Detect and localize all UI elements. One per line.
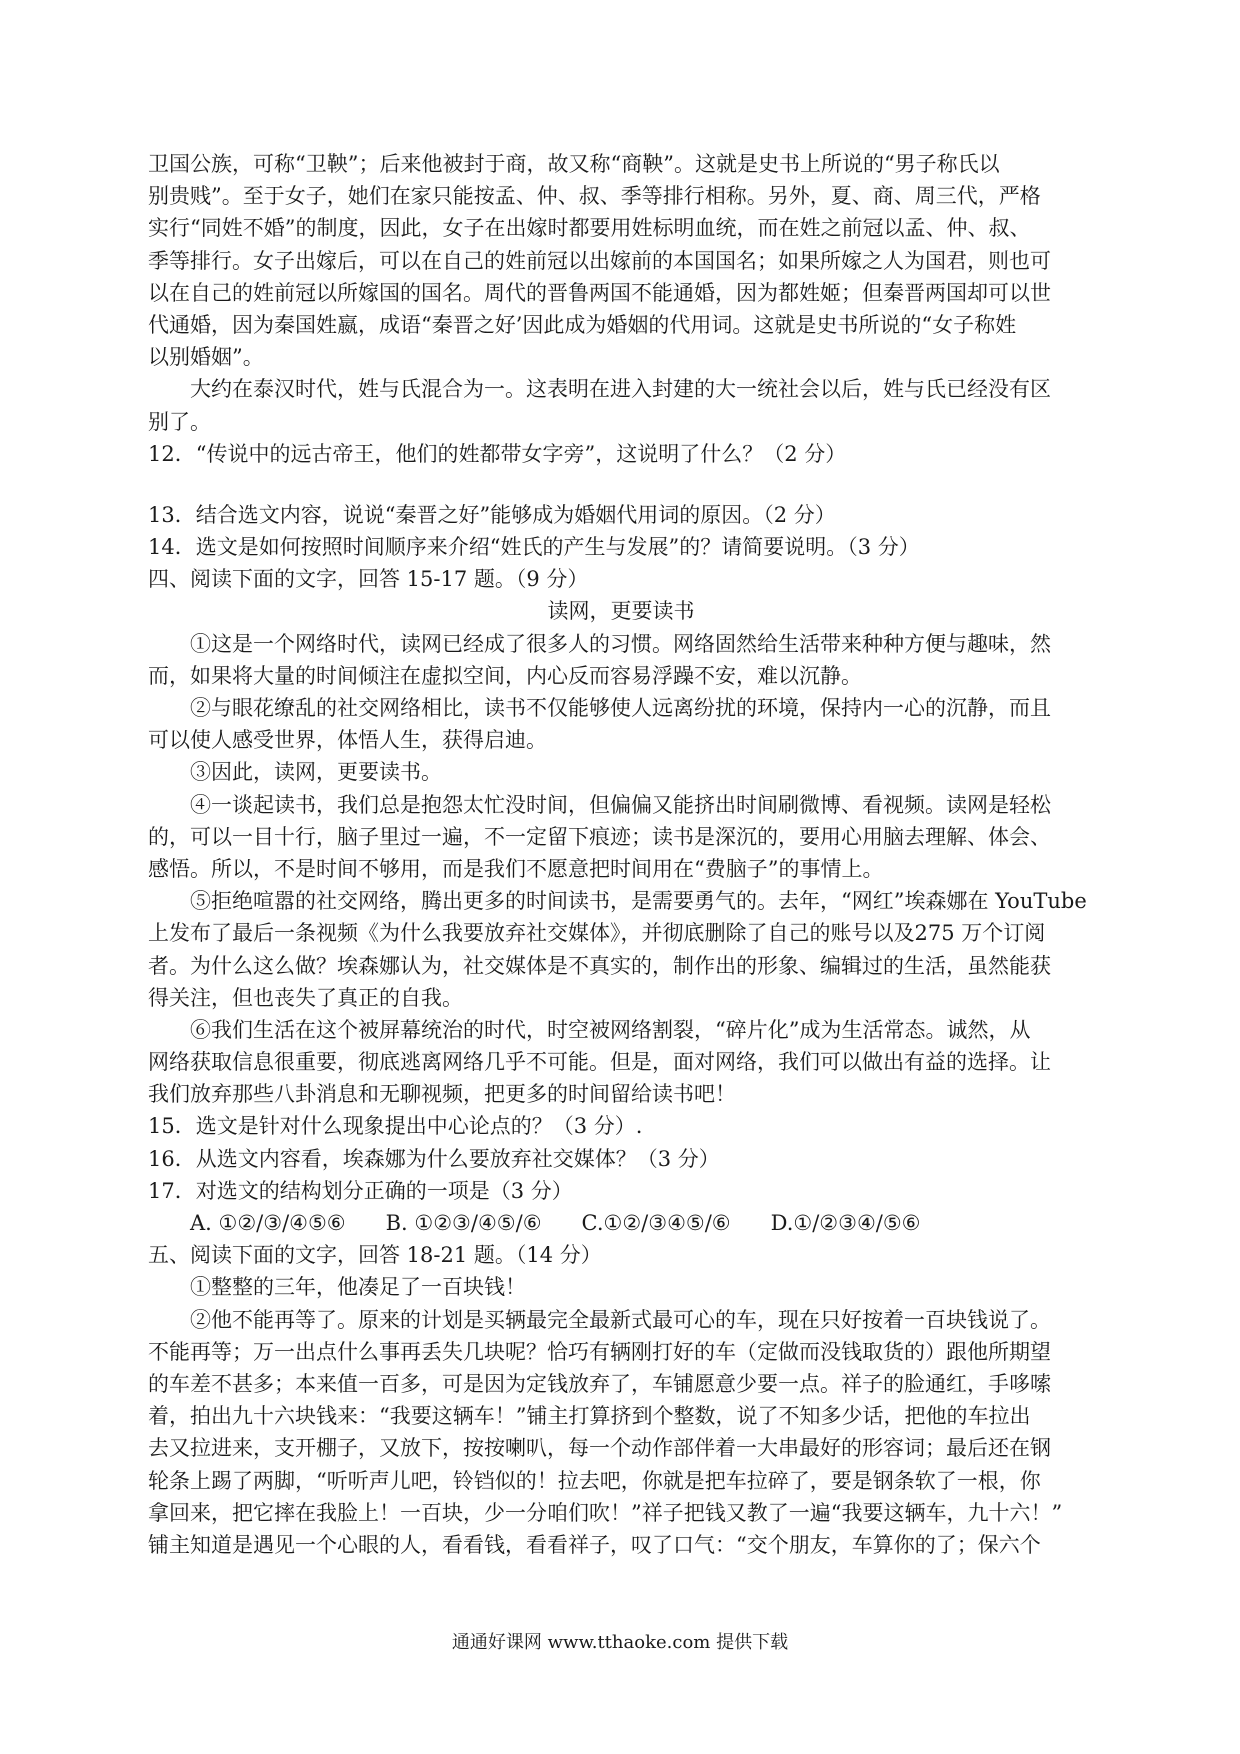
text-line: ②与眼花缭乱的社交网络相比，读书不仅能够使人远离纷扰的环境，保持内一心的沉静，而且: [190, 696, 1051, 720]
question-13: 13．结合选文内容，说说“秦晋之好”能够成为婚姻代用词的原因。（2 分）: [148, 502, 836, 527]
text-line: 实行“同姓不婚”的制度，因此，女子在出嫁时都要用姓标明血统，而在姓之前冠以孟、仲、叔、: [148, 216, 1031, 241]
article-paragraph-2: [148, 692, 1094, 756]
text-line: 去又拉进来，支开棚子，又放下，按按喇叭，每一个动作部伴着一大串最好的形容词；最后还在钢: [148, 1436, 1051, 1461]
text-line: 别贵贱”。至于女子，她们在家只能按孟、仲、叔、季等排行相称。另外，夏、商、周三代，严格: [148, 184, 1041, 209]
text-line: 者。为什么这么做？埃森娜认为，社交媒体是不真实的，制作出的形象、编辑过的生活，虽然能获: [148, 953, 1051, 978]
text-line: 而，如果将大量的时间倾注在虚拟空间，内心反而容易浮躁不安，难以沉静。: [148, 663, 862, 688]
text-line: 着，拍出九十六块钱来：“我要这辆车！”铺主打算挤到个整数，说了不知多少话，把他的车拉出: [148, 1404, 1031, 1429]
text-line: 的，可以一目十行，脑子里过一遍，不一定留下痕迹；读书是深沉的，要用心用脑去理解、体会、: [148, 824, 1051, 849]
text-line: 感悟。所以，不是时间不够用，而是我们不愿意把时间用在“费脑子”的事情上。: [148, 856, 884, 881]
text-line: 以别婚姻”。: [148, 345, 264, 370]
text-line: 代通婚，因为秦国姓嬴，成语“秦晋之好’因此成为婚姻的代用词。这就是史书所说的“女子称姓: [148, 312, 1017, 337]
question-12: 12．“传说中的远古帝王，他们的姓都带女字旁”，这说明了什么？（2 分）: [148, 441, 847, 466]
text-line: ③因此，读网，更要读书。: [190, 760, 442, 785]
text-line: 轮条上踢了两脚，“听听声儿吧，铃铛似的！拉去吧，你就是把车拉碎了，要是钢条软了一根，你: [148, 1468, 1041, 1493]
text-line: 可以使人感受世界，体悟人生，获得启迪。: [148, 728, 547, 753]
option-a: A. ①②/③/④⑤⑥: [190, 1211, 346, 1235]
text-line: ⑥我们生活在这个被屏幕统治的时代，时空被网络割裂，“碎片化”成为生活常态。诚然，从: [190, 1017, 1031, 1042]
text-line: 不能再等；万一出点什么事再丢失几块呢？恰巧有辆刚打好的车（定做而没钱取货的）跟他所期望: [148, 1339, 1051, 1364]
question-17-options: [148, 1207, 1094, 1239]
text-line: 季等排行。女子出嫁后，可以在自己的姓前冠以出嫁前的本国国名；如果所嫁之人为国君，则也可: [148, 248, 1051, 273]
exam-page: [148, 148, 1094, 1561]
article-paragraph-3: [148, 756, 1094, 788]
article-paragraph-5: [148, 885, 1094, 1014]
passage1-paragraph-2: [148, 373, 1094, 437]
article-title: 读网，更要读书: [547, 599, 695, 624]
text-line: 得关注，但也丧失了真正的自我。: [148, 985, 463, 1010]
article-paragraph-6: [148, 1014, 1094, 1111]
story-paragraph-1: ①整整的三年，他凑足了一百块钱！: [190, 1275, 526, 1300]
text-line: 别了。: [148, 409, 211, 434]
text-line: 我们放弃那些八卦消息和无聊视频，把更多的时间留给读书吧！: [148, 1082, 736, 1107]
section-4-heading: 四、阅读下面的文字，回答 15-17 题。（9 分）: [148, 567, 589, 592]
text-line: 拿回来，把它摔在我脸上！一百块，少一分咱们吹！”祥子把钱又教了一遍“我要这辆车，九十六！”: [148, 1500, 1063, 1525]
option-b: B. ①②③/④⑤/⑥: [385, 1211, 542, 1235]
text-line: 卫国公族，可称“卫鞅”；后来他被封于商，故又称“商鞅”。这就是史书上所说的“男子称氏以: [148, 152, 1000, 176]
option-c: C.①②/③④⑤/⑥: [581, 1211, 731, 1235]
story-paragraph-2: [148, 1304, 1094, 1562]
text-line: 网络获取信息很重要，彻底逃离网络几乎不可能。但是，面对网络，我们可以做出有益的选择。让: [148, 1050, 1051, 1075]
article-paragraph-4: [148, 789, 1094, 886]
question-14: 14．选文是如何按照时间顺序来介绍“姓氏的产生与发展”的？请简要说明。（3 分）: [148, 535, 920, 560]
text-line: 铺主知道是遇见一个心眼的人，看看钱，看看祥子，叹了口气：“交个朋友，车算你的了；保六个: [148, 1532, 1041, 1557]
text-line: ⑤拒绝喧嚣的社交网络，腾出更多的时间读书，是需要勇气的。去年，“网红”埃森娜在 YouTube: [190, 889, 1087, 914]
section-5-heading: 五、阅读下面的文字，回答 18-21 题。（14 分）: [148, 1243, 602, 1268]
option-d: D.①/②③④/⑤⑥: [770, 1211, 921, 1235]
text-line: 上发布了最后一条视频《为什么我要放弃社交媒体》，并彻底删除了自己的账号以及275 万个订阅: [148, 921, 1046, 946]
text-line: 以在自己的姓前冠以所嫁国的国名。周代的晋鲁两国不能通婚，因为都姓姬；但秦晋两国却可以世: [148, 280, 1051, 305]
passage1-paragraph: [148, 148, 1094, 373]
question-15: 15．选文是针对什么现象提出中心论点的？（3 分）.: [148, 1114, 643, 1139]
question-16: 16．从选文内容看，埃森娜为什么要放弃社交媒体？（3 分）: [148, 1146, 720, 1171]
article-paragraph-1: [148, 628, 1094, 692]
answer-space: [148, 470, 1094, 499]
text-line: 大约在泰汉时代，姓与氏混合为一。这表明在进入封建的大一统社会以后，姓与氏已经没有区: [190, 377, 1051, 402]
text-line: ②他不能再等了。原来的计划是买辆最完全最新式最可心的车，现在只好按着一百块钱说了。: [190, 1307, 1051, 1332]
question-17: 17．对选文的结构划分正确的一项是（3 分）: [148, 1178, 573, 1203]
text-line: ④一谈起读书，我们总是抱怨太忙没时间，但偏偏又能挤出时间刷微博、看视频。读网是轻松: [190, 792, 1051, 817]
text-line: 的车差不甚多；本来值一百多，可是因为定钱放弃了，车铺愿意少要一点。祥子的脸通红，手哆嗦: [148, 1371, 1051, 1396]
page-footer: 通通好课网 www.tthaoke.com 提供下载: [451, 1632, 789, 1653]
text-line: ①这是一个网络时代，读网已经成了很多人的习惯。网络固然给生活带来种种方便与趣味，然: [190, 631, 1051, 656]
